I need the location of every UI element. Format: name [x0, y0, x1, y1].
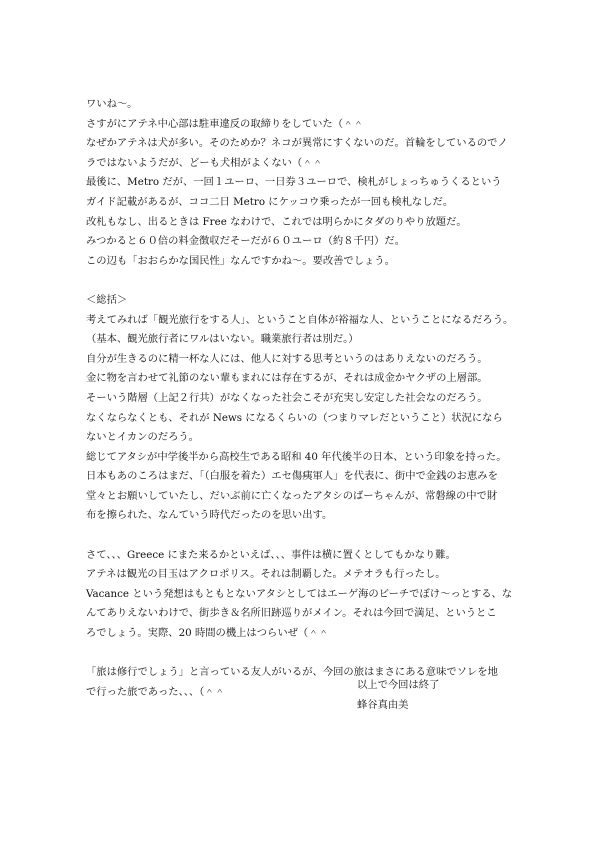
text-line: ないとイカンのだろう。	[86, 431, 199, 444]
text-line: ろでしょう。実際、20 時間の機上はつらいぜ（＾＾	[86, 627, 329, 640]
text-line: （基本、観光旅行者にワルはいない。職業旅行者は別だ。）	[86, 333, 359, 346]
section-heading: ＜総括＞	[86, 293, 128, 306]
text-line: 総じてアタシが中学後半から高校生である昭和 40 年代後半の日本、という印象を持った。	[86, 450, 507, 463]
text-line: さすがにアテネ中心部は駐車違反の取締りをしていた（＾＾	[86, 117, 364, 130]
text-line: 最後に、Metro だが、一回１ユーロ、一日券３ユーロで、検札がしょっちゅうくるという	[86, 176, 502, 189]
text-line: 考えてみれば「観光旅行をする人」、ということ自体が裕福な人、ということになるだろう。	[86, 313, 514, 326]
paragraph-spacer	[86, 271, 526, 291]
paragraph-2	[86, 311, 526, 527]
text-line: 自分が生きるのに精一杯な人には、他人に対する思考というのはありえないのだろう。	[86, 352, 488, 365]
paragraph-3	[86, 546, 526, 644]
text-line: 「旅は修行でしょう」と言っている友人がいるが、今回の旅はまさにある意味でソレを地	[86, 666, 498, 679]
paragraph-spacer	[86, 526, 526, 546]
text-line: で行った旅であった、、、（＾＾	[86, 685, 225, 698]
paragraph-spacer	[86, 644, 526, 664]
paragraph-4	[86, 663, 526, 702]
closing-line: 以上で今回は終了	[357, 679, 440, 691]
text-line: ラではないようだが、どーも犬相がよくない（＾＾	[86, 156, 323, 169]
text-line: なくならなくとも、それが News になるくらいの（つまりマレだということ）状況になら	[86, 411, 503, 424]
closing-signature	[357, 676, 439, 715]
text-line: ガイド記載があるが、ココ二日 Metro にケッコウ乗ったが一回も検札なしだ。	[86, 195, 454, 208]
text-line: さて、、、Greece にまた来るかといえば、、、事件は横に置くとしてもかなり難。	[86, 548, 456, 561]
text-line: 布を擦られた、なんていう時代だったのを思い出す。	[86, 509, 333, 522]
text-line: そーいう階層（上記２行共）がなくなった社会こそが充実し安定した社会なのだろう。	[86, 391, 488, 404]
text-line: 改札もなし、出るときは Free なわけで、これでは明らかにタダのりやり放題だ。	[86, 215, 467, 228]
text-line: アテネは観光の目玉はアクロポリス。それは制覇した。メテオラも行ったし。	[86, 568, 446, 581]
text-line: この辺も「おおらかな国民性」なんですかね〜。要改善でしょう。	[86, 254, 395, 267]
text-line: ワいね〜。	[86, 98, 138, 110]
text-line: んてありえないわけで、街歩き＆名所旧跡巡りがメイン。それは今回で満足、というとこ	[86, 607, 497, 620]
text-line: 金に物を言わせて礼節のない輩もまれには存在するが、それは成金かヤクザの上層部。	[86, 372, 488, 385]
paragraph-1	[86, 95, 526, 271]
text-line: Vacance という発想はもともとないアタシとしてはエーゲ海のビーチでぼけ〜っとする、な	[86, 587, 513, 600]
text-line: 日本もあのころはまだ、「（白服を着た）エセ傷痍軍人」を代表に、街中で金銭のお恵みを	[86, 470, 498, 483]
author-name: 蜂谷真由美	[357, 698, 409, 711]
text-line: なぜかアテネは犬が多い。そのためか？ネコが異常にすくないのだ。首輪をしているのでノ	[86, 137, 508, 150]
document-body	[86, 95, 526, 702]
text-line: みつかると６０倍の料金徴収だそーだが６０ユーロ（約８千円）だ。	[86, 235, 405, 248]
text-line: 堂々とお願いしていたし、だいぶ前に亡くなったアタシのばーちゃんが、常磐線の中で財	[86, 489, 498, 502]
